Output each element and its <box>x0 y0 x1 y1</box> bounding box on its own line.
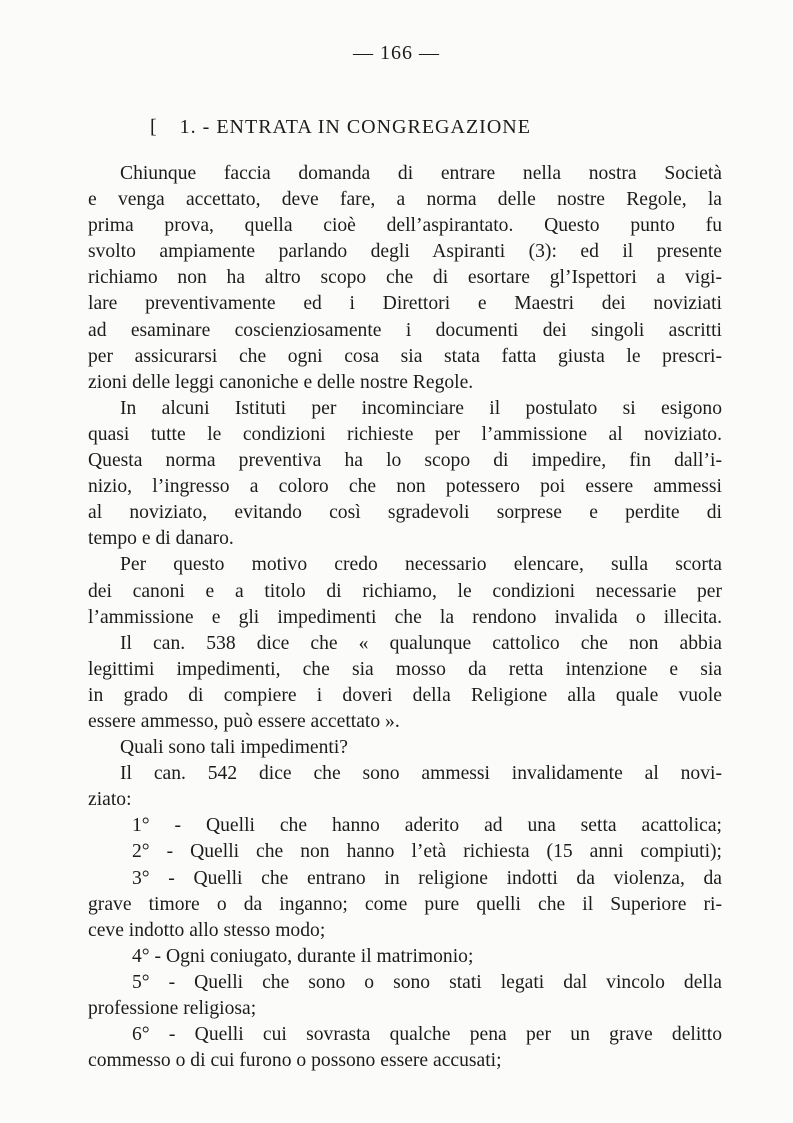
list-item: 1° - Quelli che hanno aderito ad una setta acattolica; <box>132 815 722 837</box>
text-line: essere ammesso, può essere accettato ». <box>88 710 400 732</box>
text-line: Il can. 538 dice che « qualunque cattolico che non abbia <box>120 632 722 654</box>
text-line: Quali sono tali impedimenti? <box>120 737 349 759</box>
list-item: 6° - Quelli cui sovrasta qualche pena per un grave delitto <box>132 1024 722 1046</box>
section-bracket: [ <box>150 116 158 138</box>
text-line: e venga accettato, deve fare, a norma delle nostre Regole, la <box>88 189 722 211</box>
text-line: al noviziato, evitando così sgradevoli sorprese e perdite di <box>88 502 722 524</box>
list-item: 2° - Quelli che non hanno l’età richiesta (15 anni compiuti); <box>132 841 722 863</box>
text-line: In alcuni Istituti per incominciare il postulato si esigono <box>120 397 722 419</box>
text-line: ziato: <box>88 789 132 811</box>
text-line: Per questo motivo credo necessario elencare, sulla scorta <box>120 554 722 576</box>
list-item: 5° - Quelli che sono o sono stati legati dal vincolo della <box>132 971 722 993</box>
section-title: 1. - ENTRATA IN CONGREGAZIONE <box>179 116 531 138</box>
text-line: richiamo non ha altro scopo che di esortare gl’Ispettori a vigi- <box>88 267 722 289</box>
text-line: in grado di compiere i doveri della Religione alla quale vuole <box>88 684 722 706</box>
text-line: quasi tutte le condizioni richieste per l’ammissione al noviziato. <box>88 423 722 445</box>
text-line: ceve indotto allo stesso modo; <box>88 919 326 941</box>
text-line: svolto ampiamente parlando degli Aspiranti (3): ed il presente <box>88 241 722 263</box>
text-line: nizio, l’ingresso a coloro che non potessero poi essere ammessi <box>88 476 722 498</box>
text-line: Chiunque faccia domanda di entrare nella nostra Società <box>120 163 722 184</box>
list-item: 4° - Ogni coniugato, durante il matrimonio; <box>132 945 474 967</box>
text-line: Il can. 542 dice che sono ammessi invalidamente al novi- <box>120 763 722 785</box>
text-line: Questa norma preventiva ha lo scopo di impedire, fin dall’i- <box>88 450 722 472</box>
text-line: zioni delle leggi canoniche e delle nostre Regole. <box>88 371 474 393</box>
text-line: tempo e di danaro. <box>88 528 234 550</box>
text-line: legittimi impedimenti, che sia mosso da retta intenzione e sia <box>88 658 722 680</box>
text-line: prima prova, quella cioè dell’aspirantato. Questo punto fu <box>88 215 722 237</box>
text-line: per assicurarsi che ogni cosa sia stata fatta giusta le prescri- <box>88 345 722 367</box>
text-line: professione religiosa; <box>88 998 257 1019</box>
text-line: commesso o di cui furono o possono essere accusati; <box>88 1050 502 1072</box>
page-number: — 166 — <box>353 42 440 64</box>
text-line: dei canoni e a titolo di richiamo, le condizioni necessarie per <box>88 580 722 602</box>
list-item: 3° - Quelli che entrano in religione indotti da violenza, da <box>132 867 722 889</box>
text-line: ad esaminare coscienziosamente i documenti dei singoli ascritti <box>88 319 722 341</box>
text-line: l’ammissione e gli impedimenti che la rendono invalida o illecita. <box>88 606 722 628</box>
body-text <box>88 161 722 1074</box>
section-heading <box>150 116 710 139</box>
text-line: grave timore o da inganno; come pure quelli che il Superiore ri- <box>88 893 722 915</box>
text-line: lare preventivamente ed i Direttori e Maestri dei noviziati <box>88 293 722 315</box>
